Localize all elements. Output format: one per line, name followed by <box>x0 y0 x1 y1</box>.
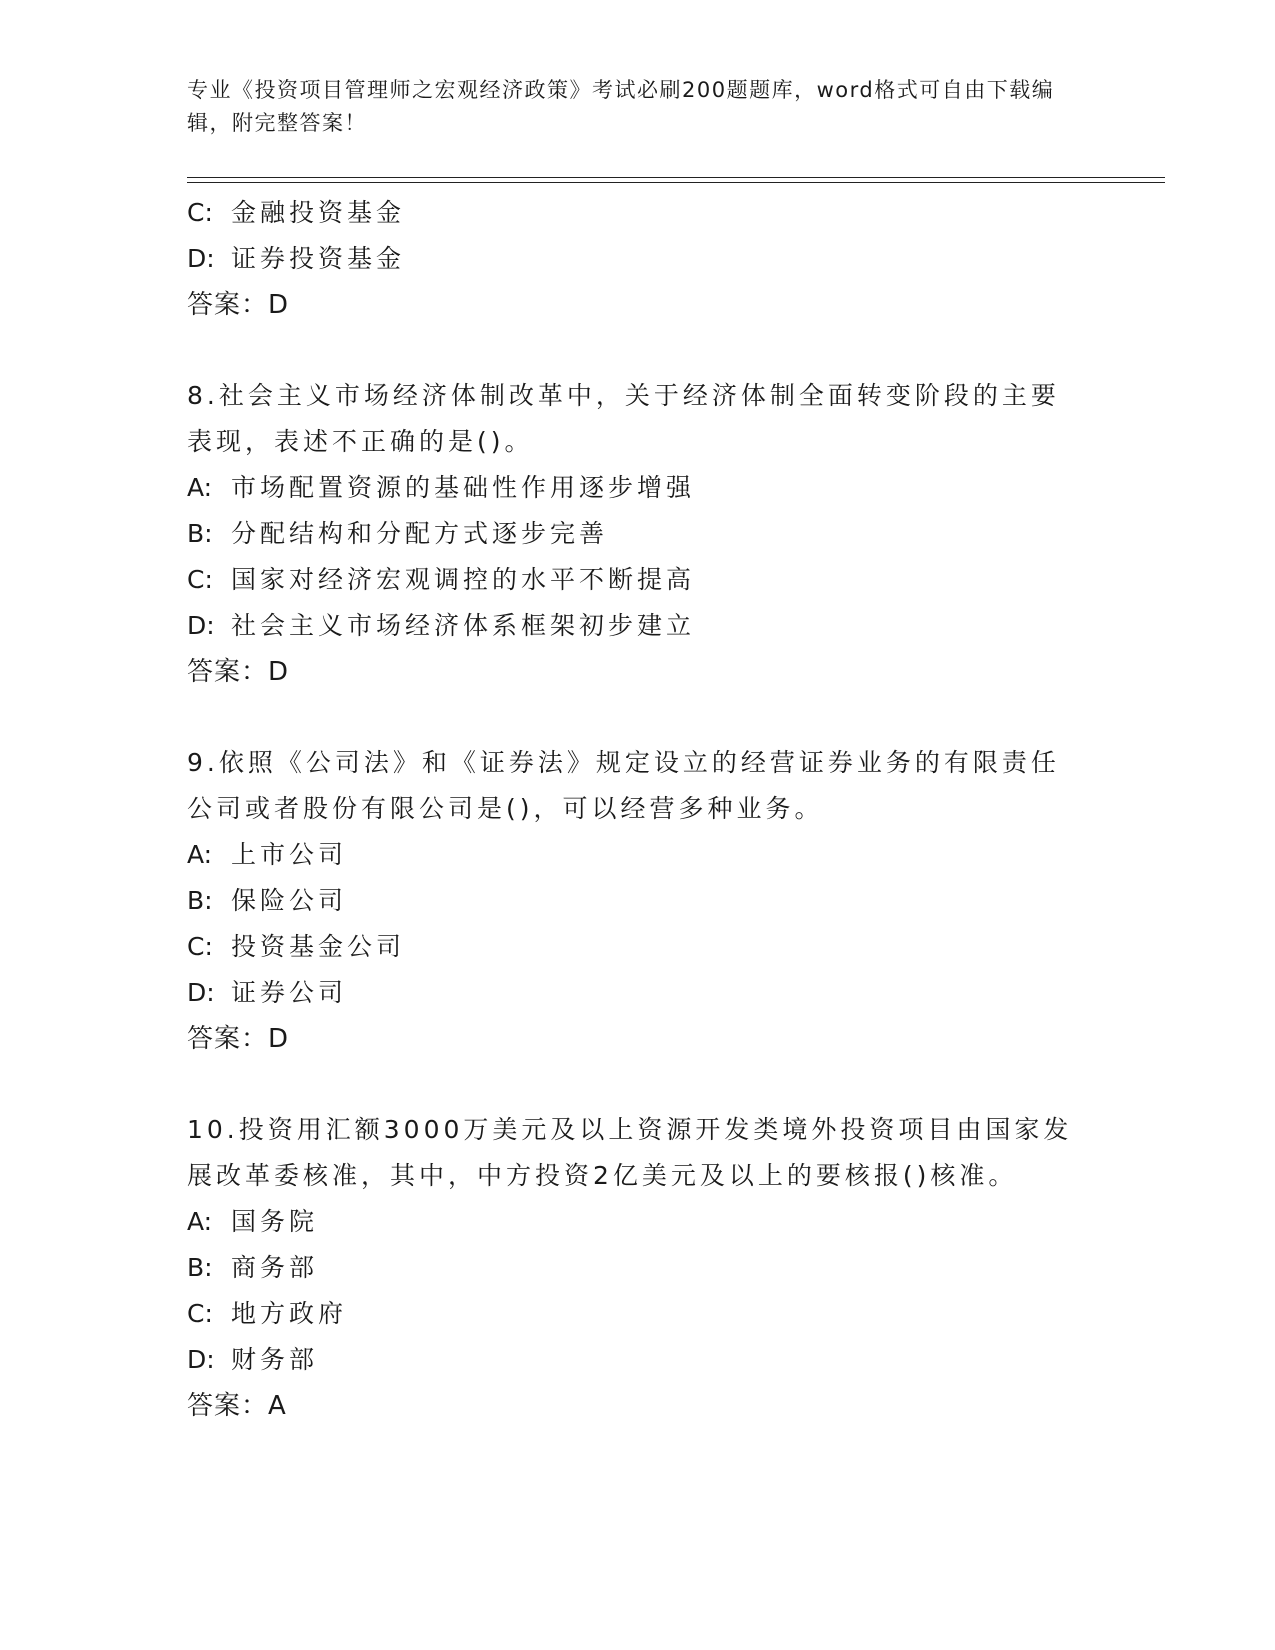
option-text: 金融投资基金 <box>231 198 406 227</box>
question-stem: 9.依照《公司法》和《证券法》规定设立的经营证券业务的有限责任公司或者股份有限公司是()，可以经营多种业务。 <box>187 748 1060 823</box>
question-8 <box>187 373 1077 695</box>
option-text: 证券投资基金 <box>231 244 406 273</box>
option-text: 商务部 <box>231 1253 319 1282</box>
option-text: 国家对经济宏观调控的水平不断提高 <box>231 565 696 594</box>
option-c <box>187 1291 1077 1337</box>
option-letter: B: <box>187 886 213 915</box>
option-letter: D: <box>187 244 215 273</box>
option-a <box>187 832 1077 878</box>
question-stem: 8.社会主义市场经济体制改革中，关于经济体制全面转变阶段的主要表现，表述不正确的是()。 <box>187 381 1060 456</box>
option-c <box>187 557 1077 603</box>
option-letter: D: <box>187 1345 215 1374</box>
option-text: 证券公司 <box>231 978 348 1007</box>
option-letter: B: <box>187 519 213 548</box>
option-letter: C: <box>187 932 213 961</box>
option-c <box>187 190 1077 236</box>
option-letter: D: <box>187 611 215 640</box>
option-d <box>187 970 1077 1016</box>
option-text: 国务院 <box>231 1207 319 1236</box>
option-text: 市场配置资源的基础性作用逐步增强 <box>231 473 696 502</box>
option-b <box>187 1245 1077 1291</box>
option-letter: A: <box>187 1207 213 1236</box>
header-rule-top <box>187 177 1165 178</box>
option-text: 保险公司 <box>231 886 348 915</box>
question-9 <box>187 740 1077 1062</box>
option-b <box>187 511 1077 557</box>
option-text: 上市公司 <box>231 840 348 869</box>
option-letter: D: <box>187 978 215 1007</box>
option-text: 社会主义市场经济体系框架初步建立 <box>231 611 696 640</box>
document-header: 专业《投资项目管理师之宏观经济政策》考试必刷200题题库，word格式可自由下载编辑，附完整答案！ <box>187 78 1055 135</box>
option-letter: A: <box>187 473 213 502</box>
question-10 <box>187 1107 1077 1429</box>
option-text: 地方政府 <box>231 1299 348 1328</box>
option-d <box>187 236 1077 282</box>
option-b <box>187 878 1077 924</box>
option-a <box>187 1199 1077 1245</box>
question-list <box>187 190 1077 1429</box>
option-text: 投资基金公司 <box>231 932 406 961</box>
answer: 答案：D <box>187 657 290 687</box>
option-d <box>187 603 1077 649</box>
option-letter: C: <box>187 565 213 594</box>
option-letter: C: <box>187 198 213 227</box>
header-rule-bottom <box>187 182 1165 183</box>
partial-question <box>187 190 1077 328</box>
option-a <box>187 465 1077 511</box>
option-letter: C: <box>187 1299 213 1328</box>
answer: 答案：A <box>187 1391 287 1421</box>
option-d <box>187 1337 1077 1383</box>
option-text: 财务部 <box>231 1345 319 1374</box>
answer: 答案：D <box>187 290 290 320</box>
question-stem: 10.投资用汇额3000万美元及以上资源开发类境外投资项目由国家发展改革委核准，其中，中方投资2亿美元及以上的要核报()核准。 <box>187 1115 1073 1190</box>
option-text: 分配结构和分配方式逐步完善 <box>231 519 609 548</box>
option-c <box>187 924 1077 970</box>
option-letter: A: <box>187 840 213 869</box>
answer: 答案：D <box>187 1024 290 1054</box>
option-letter: B: <box>187 1253 213 1282</box>
